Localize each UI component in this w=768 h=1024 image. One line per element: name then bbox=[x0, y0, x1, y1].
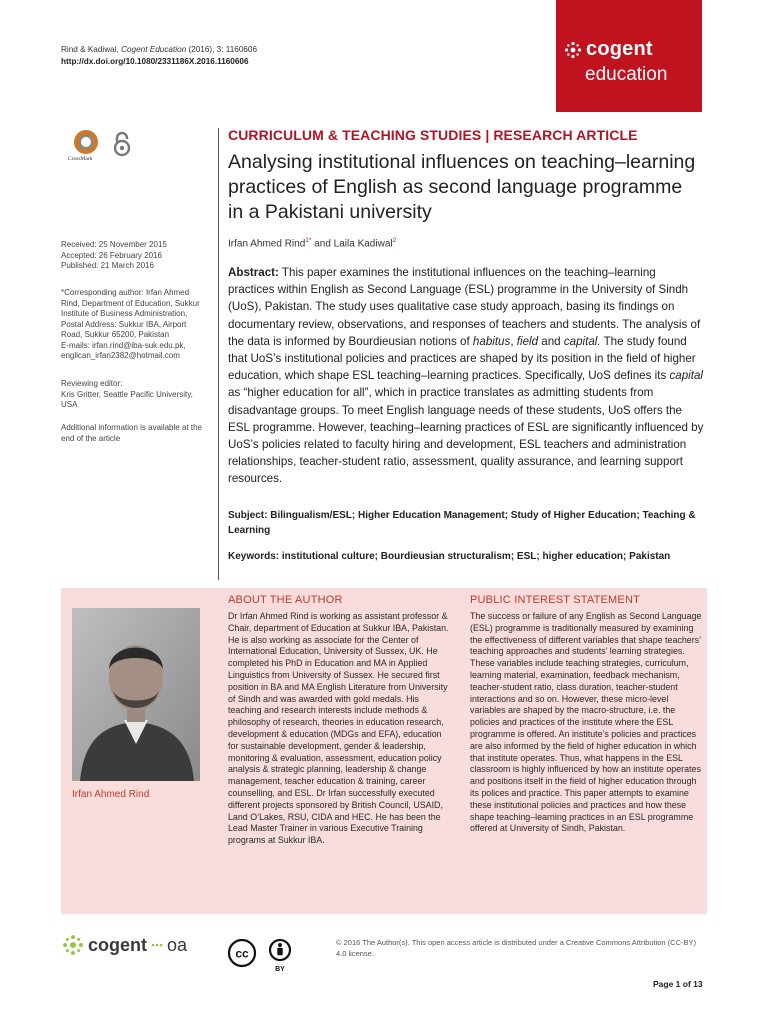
reviewing-editor bbox=[61, 379, 207, 411]
reviewing-editor-name: Kris Gritter, Seattle Pacific University, USA bbox=[61, 389, 193, 409]
section-label: CURRICULUM & TEACHING STUDIES | RESEARCH ARTICLE bbox=[228, 127, 638, 143]
keywords: Keywords: institutional culture; Bourdieusian structuralism; ESL; higher education; Pakistan bbox=[228, 551, 671, 562]
corresponding-author-text: *Corresponding author: Irfan Ahmed Rind, Department of Education, Sukkur Institute of Business Administration, Postal Address: Sukkur IBA, Airport Road, Sukkur 65200, Pakistan bbox=[61, 288, 200, 339]
cc-by-license-icon[interactable] bbox=[228, 938, 298, 974]
abstract: Abstract: This paper examines the institutional influences on the teaching–learning practices within English as Second Language (ESL) programme in the University of Sindh (UoS), Pakistan. The study uses qualitative case study approach, basing its findings on documentary review, observations, and responses of teachers and students. The analysis of the data is informed by Bourdieusian notions of habitus, field and capital. The study found that UoS’s institutional policies and practices are shaped by its position in the field of higher education, which shape ESL teaching–learning practices. Specifically, UoS defines its capital as “higher education for all”, which in practice translates as admitting students from disadvantage groups. To meet English language needs of these students, UoS offers the ESL programme. However, teaching–learning practices of ESL are significantly influenced by UoS’s policies related to faculty hiring and development, ESL teachers and administration relationships, teacher-student ratio, assessment, quality assurance, and learning support resources. bbox=[228, 266, 704, 486]
citation-block bbox=[61, 44, 257, 68]
emails: E-mails: irfan.rind@iba-suk.edu.pk, englican_irfan2382@hotmail.com bbox=[61, 340, 186, 360]
author-photo bbox=[72, 608, 200, 781]
author-affiliation-mark: 2 bbox=[392, 237, 397, 244]
cogent-logo-icon bbox=[62, 934, 84, 956]
page-number: Page 1 of 13 bbox=[653, 979, 703, 989]
doi-link[interactable]: http://dx.doi.org/10.1080/2331186X.2016.1160606 bbox=[61, 57, 249, 66]
open-access-icon bbox=[112, 131, 132, 157]
cogent-logo-icon bbox=[564, 41, 582, 59]
crossmark-badge[interactable] bbox=[68, 130, 106, 162]
journal-name: Cogent Education bbox=[121, 45, 187, 54]
article-title: Analysing institutional influences on teaching–learning practices of English as second language programme in a Pakistani university bbox=[228, 151, 696, 223]
public-interest-text: The success or failure of any English as Second Language (ESL) programme is traditionally measured by examining the effectiveness of different variables that shape teachers’ teaching approaches and students’ learning strategies. These variables include teaching strategies, curriculum, learning material, examination, feedback mechanism, teacher-student ratio, class duration, teacher-student interactions and so on. However, these micro-level variables are shaped by the macro-structure, i.e. the policies and practices of the institute where the ESL programme is offered. An institute’s policies and practices are also informed by the field of higher education in which that institute operates. Thus, what happens in the ESL classroom is highly influenced by how an institute operates and positions itself in the field of higher education through its polices and practice. This paper attempts to examine these institutional policies and practices and how these shape teaching–learning practices in an ESL programme offered at University of Sindh, Pakistan. bbox=[470, 611, 702, 834]
public-interest-heading: PUBLIC INTEREST STATEMENT bbox=[470, 594, 641, 606]
about-author-heading: ABOUT THE AUTHOR bbox=[228, 594, 343, 606]
subjects: Subject: Bilingualism/ESL; Higher Education Management; Study of Higher Education; Teaching & Learning bbox=[228, 510, 696, 536]
published-date: Published: 21 March 2016 bbox=[61, 261, 154, 270]
additional-info: Additional information is available at the end of the article bbox=[61, 423, 202, 443]
author-affiliation-mark: 1* bbox=[305, 237, 312, 244]
accepted-date: Accepted: 26 February 2016 bbox=[61, 250, 162, 260]
brand-subtitle: education bbox=[585, 64, 668, 85]
received-date: Received: 25 November 2015 bbox=[61, 240, 167, 249]
author-name[interactable]: Irfan Ahmed Rind bbox=[228, 238, 306, 250]
corresponding-author bbox=[61, 288, 207, 362]
email-link[interactable]: englican_irfan2382@hotmail.com bbox=[61, 351, 180, 360]
by-label: BY bbox=[275, 966, 285, 973]
article-dates bbox=[61, 240, 207, 272]
cogent-oa-logo bbox=[62, 934, 187, 956]
journal-brand-block bbox=[556, 0, 702, 112]
cc-label: cc bbox=[235, 946, 249, 961]
photo-caption: Irfan Ahmed Rind bbox=[72, 789, 150, 800]
email-link[interactable]: irfan.rind@iba-suk.edu.pk bbox=[92, 340, 184, 350]
crossmark-label: CrossMark bbox=[68, 156, 93, 162]
footer-logo-suffix: oa bbox=[167, 934, 188, 955]
license-text: © 2016 The Author(s). This open access article is distributed under a Creative Commons Attribution (CC-BY) 4.0 license. bbox=[336, 938, 696, 958]
author-line: Irfan Ahmed Rind$^{1*}$ and Laila Kadiwal$^2$ bbox=[228, 237, 397, 250]
citation-line: Rind & Kadiwal, Cogent Education (2016), 3: 1160606 bbox=[61, 45, 258, 54]
crossmark-icon bbox=[74, 130, 98, 154]
footer-logo-word: cogent bbox=[88, 934, 148, 955]
brand-name: cogent bbox=[586, 38, 653, 60]
author-name[interactable]: Laila Kadiwal bbox=[333, 238, 393, 250]
reviewing-editor-label: Reviewing editor: bbox=[61, 379, 123, 388]
abstract-label: Abstract: bbox=[228, 266, 279, 279]
content-divider bbox=[218, 128, 219, 580]
oa-connector-icon bbox=[151, 939, 163, 951]
about-author-text: Dr Irfan Ahmed Rind is working as assistant professor & Chair, department of Education at Sukkur IBA, Pakistan. He is also working as associate for the Center of International Education, University of Sussex, UK. He completed his PhD in Education and MA in Applied Linguistics from University of Sussex. He secured first position in BA and MA English Literature from University of Sindh and was awarded with gold medals. His teaching and research interests include methods & philosophy of research, theories in education research, development & education (MDGs and EFA), education for sustainable development, gender & leadership, monitoring & evaluation, assessment, education policy analysis & strategic planning, leadership & change management, teacher education & training, career counselling, and ESL. Dr Irfan successfully executed different projects sponsored by British Council, USAID, Land O’Lakes, RSU, CIDA and HEC. He has been the Lead Master Trainer in various Executive Training programs at Sukkur IBA. bbox=[228, 611, 449, 846]
